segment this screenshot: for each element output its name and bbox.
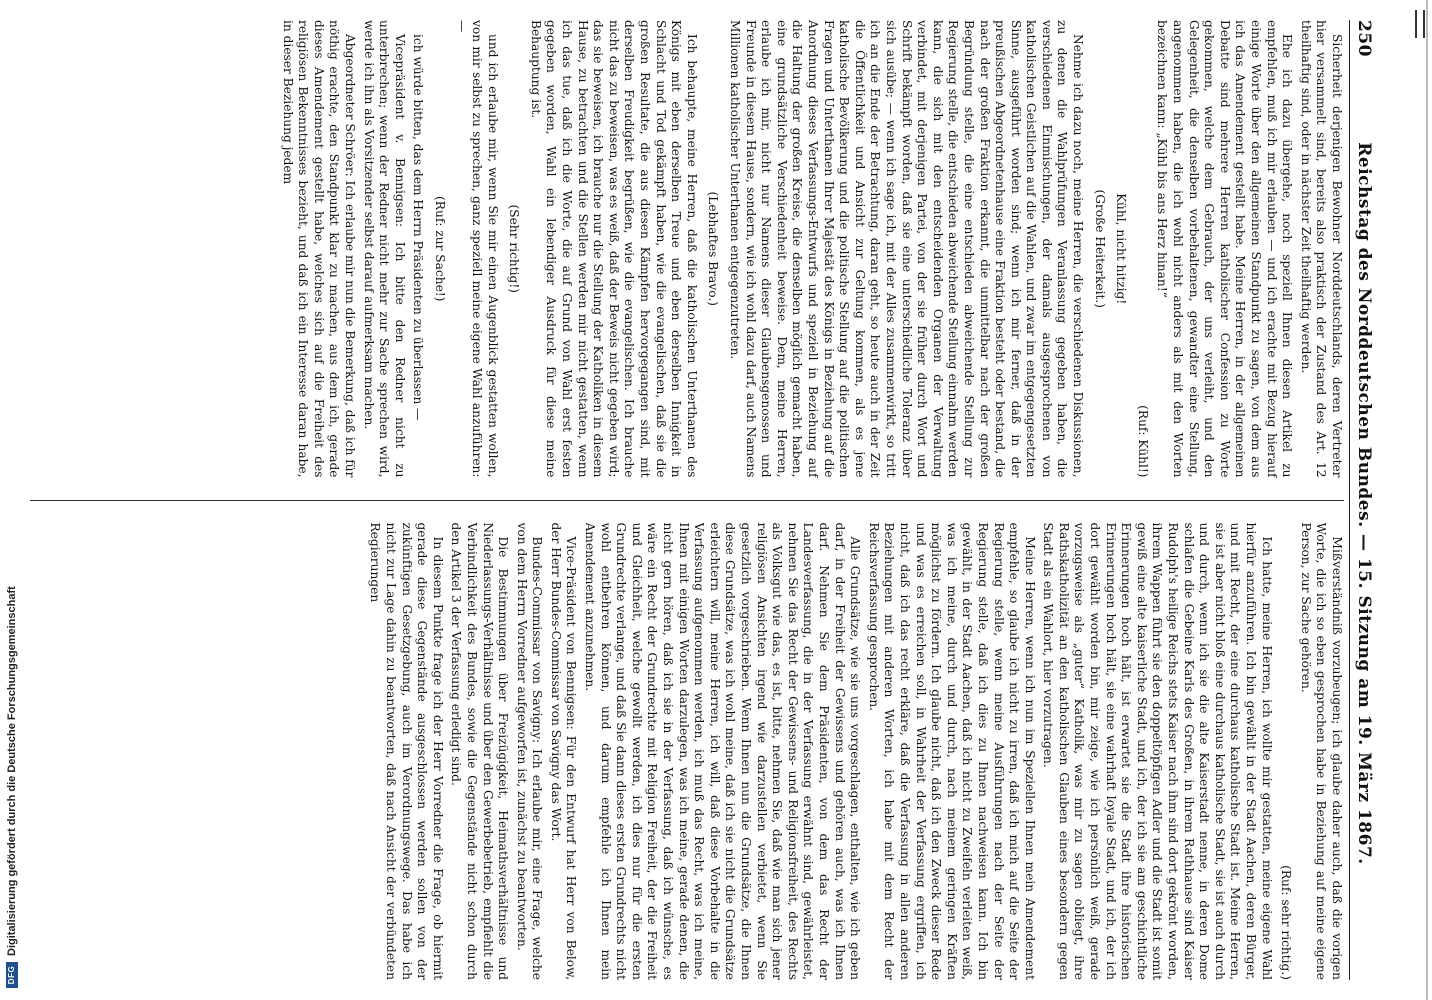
paragraph: ich würde bitten, das dem Herrn Präsidenten zu überlassen — [411,34,426,421]
centered-line: (Sehr richtig!) [507,204,522,293]
paragraph: Abgeordneter Schröer: Ich erlaube mir nun die Bemerkung, daß ich für nöthig erachte, den Standpunkt klar zu machen, aus dem ich, gerade dieses Amendement gestellt habe, welches sich auf die Freiheit des religiösen Bekenntnisses bezieht, und daß ich ein Interesse daran habe, in dieser Beziehung jedem [280,20,357,478]
paragraph: In diesem Punkte frage ich der Herr Vorredner die Frage, ob hiermit gerade diese Gegenstände ausgeschlossen werden sollen von der zukünftigen Gesetzgebung, auch im Verordnungswege. Das habe ich nicht zur Lage dahin zu beantworten, daß nach Ansicht der verbündeten Regierungen [368,522,445,980]
paragraph: Ehe ich dazu übergehe, noch speziell Ihnen diesen Artikel zu empfehlen, muß ich mir erlauben — und ich erachte mit Bezug hierauf einige Worte über den allgemeinen Standpunkt zu sagen, von dem aus ich das Amendement gestellt habe. Meine Herren, in der allgemeinen Debatte sind mehrere Herren katholischer Confession zu Worte gekommen, welche dem Gebrauch, der uns verleiht, und den Gelegenheit, die denselben vorbehaltenen, gewandter eine Stellung, angenommen haben, die ich wohl nicht anders als mit den Worten bezeichnen kann: „Kühl bis ans Herz hinan!“ [1155,20,1295,478]
paragraph: und ich erlaube mir, wenn Sie mir einen Augenblick gestatten wollen, von mir selbst zu sprechen, ganz speziell meine eigene Wahl anzuführen: — [454,20,500,478]
column-left [30,20,1344,478]
credit-text: Digitalisierung gefördert durch die Deutsche Forschungsgemeinschaft [6,586,18,956]
centered-line: (Lebhaftes Bravo.) [706,191,721,306]
right-aligned-note: (Ruf: sehr richtig.) [1279,865,1294,980]
paragraph: Alle Grundsätze, wie sie uns vorgeschlagen, enthalten, wie ich geben darf, in der Freiheit der Gewissens und gehören auch, was ich Ihnen darf. Nehmen Sie dem Präsidenten, von dem das Recht der Landesverfassung, die in der Verfassung erwähnt sind, gewährleistet, nehmen Sie das Recht der Gewissens- und Religionsfreiheit, des Rechts als Volksgut wie das, es ist, bitte, nehmen Sie, daß wie man sich jener religiösen Ansichten irgend wie darzustellen verbietet, wenn Sie gesetzlich vorgeschrieben. Wenn Ihnen nun die Grundsätze, die Ihnen diese Grundsätze, was ich wohl meine, daß ich sie nicht die Grundsätze erleichtern will, meine Herren, ich will, daß diese Vorbehalte in die Verfassung aufgenommen werden, ich muß das Recht, was ich meine, Ihnen mit einigen Worten darzulegen, was ich meine, gerade denen, die nicht gern hören, daß ich sie in der Verfassung, daß ich wünsche, es wäre ein Recht der Grundrechte mit Religion Freiheit, der die Freiheit und Gleichheit, welche gewollt werden, ich dies nur für die ersten Grundrechte verlange, und daß Sie dann dieses ersten Grundrechts nicht wohl entbehren können, und darum empfehle ich Ihnen mein Amendement anzunehmen. [583,522,863,980]
scan-edge [1426,0,1428,1000]
text-columns [30,20,1344,980]
right-aligned-note: (Ruf: Kühl!) [1135,405,1150,478]
paragraph: Meine Herren, wenn ich nun im Speziellen Ihnen mein Amendement empfehle, so glaube ich nicht zu irren, daß ich mich auf die Seite der Regierung stelle, wenn meine Ausführungen nach der Seite der Regierung stelle, daß ich dies zu Ihnen nachweisen kann. Ich bin gewählt, in der Stadt Aachen, daß ich nicht zu Zweifeln verleiten weiß, was ich meine, durch und durch, nach meinem geringen Kräften möglichst zu fördern. Ich glaube nicht, daß ich den Zweck dieser Rede und was es erreichen soll, in Wahrheit der Verfassung ergriffen, ich nicht, daß ich das recht erkläre, daß die Verfassung in allen anderen Beziehungen mit anderen Worten, ich habe mit dem Recht der Reichsverfassung gesprochen. [866,522,1037,980]
page-edge-mark [1415,10,1425,38]
page-header [1349,20,1388,980]
dfg-logo: DFG [6,962,18,988]
page-number: 250 [1354,20,1374,57]
paragraph: Ich hatte, meine Herren, ich wollte mir gestatten, meine eigene Wahl hierfür anzuführen. Ich bin gewählt in der Stadt Aachen, deren Bürger, und mit Recht, der eine durchaus katholische Stadt ist. Meine Herren, sie ist aber nicht bloß eine durchaus katholische Stadt, sie ist auch durch und durch, wenn ich sie die alte Kaiserstadt nenne, in deren Dome schlafen die Gebeine Karls des Großen, in ihrem Rathhause sind Kaiser Rudolph's heilige Reichs stets Kaiser nach ihm sind dort gekrönt worden, ihrem Wappen führt sie den doppeltöpfigen Adler und die Stadt ist somit gewiß eine alte kaiserliche Stadt, und ich, der ich sie am geschichtliche Erinnerungen hoch hält, ist erwartet sie die Stadt ihre historischen Erinnerungen hoch hält, sie eine wahrhaft loyale Stadt, und ich, der ich dort gewählt worden bin, mir zeige, wie ich persönlich weiß, gerade vorzugsweise als „guter“ Katholik, was mir zu sagen obliegt, ihre Rathskatholizität an den katholischen Glauben eines besondern gegen Stadt als ein Wahlort, hier vorzutragen. [1041,522,1274,980]
paragraph: Ich behaupte, meine Herren, daß die katholischen Unterthanen des Königs mit eben derselben Treue und eben derselben Innigkeit in Schlacht und Tod gekämpft haben, wie die evangelischen, daß sie die großen Resultate, die aus diesen Kämpfen hervorgegangen sind, mit derselben Freudigkeit begrüßen, wie die evangelischen. Ich brauche nicht das zu beweisen, was es weiß, daß der Beweis nicht gegeben wird; das sie beweisen, ich brauche nur die Stellung der Katholiken in diesem Hause, zu betrachten und die Stellen werden mir nicht gestatten, wenn ich das tue, daß ich die Worte, die auf Grund von Wahl erst festen gegeben worden, Wahl ein lebendiger Ausdruck für diese meine Behauptung ist. [528,20,699,478]
centered-line: Kühl, nicht hitzig! [1114,193,1129,305]
centered-line: (Ruf: zur Sache!) [432,196,447,302]
column-right [30,523,1344,981]
digitization-credit [6,586,18,988]
paragraph: Mißverständniß vorzubeugen; ich glaube daher auch, daß die vorigen Worte, die ich so eben gesprochen habe in Beziehung auf meine eigene Person, zur Sache gehören. [1298,522,1344,980]
paragraph: Sicherheit derjenigen Bewohner Norddeutschlands, deren Vertreter hier versammelt sind, bereits also praktisch der Zustand des Art. 12 theilhaftig sind, oder in nächster Zeit theilhaftig werden. [1298,20,1344,478]
column-divider [30,500,1344,501]
paragraph: Vicepräsident v. Bennigsen: Ich bitte den Redner nicht zu unterbrechen; wenn der Redner nicht mehr zur Sache sprechen wird, werde ich ihn als Vorsitzender selbst darauf aufmerksam machen. [361,20,407,478]
paragraph: Bundes-Commissar von Savigny: Ich erlaube mir, eine Frage, welche von dem Herrn Vorredner aufgeworfen ist, zunächst zu beantworten. [514,522,545,980]
paragraph: Nehme ich dazu noch, meine Herren, die verschiedenen Diskussionen, zu denen die Wahlprüfungen Veranlassung gegeben haben, die verschiedenen Einmischungen, der damals ausgesprochenen von katholischen Geistlichen auf die Wahlen, und zwar im entgegengesetzten Sinne, ausgeführt worden sind; wenn ich mir ferner, daß in der preußischen Abgeordnetenhause eine Fraktion besteht oder bestand, die nach der großen Fraktion erkannt, die unmittelbar nach der großen Begründung stelle, die eine entschieden abweichende Stellung zur Regierung stelle, die entschieden abweichende Stellung einnahm werden kann, die sich mit den entscheidenden Organen der Verwaltung verbindet, mit derjenigen Partei, von der sie früher durch Wort und Schrift bekämpft worden, daß sie eine unterschiedliche Toleranz über sich ausübe; — wenn ich sage ich, mit der Alles zusammenwirkt, so tritt ich an die Ende der Betrachtung, daran geht, so heute auch in der Zeit die Öffentlichkeit und Ansicht zur Geltung kommen, als es jene katholische Bevölkerung und die politische Stellung auf die politischen Fragen und Unterthanen Ihrer Majestät des Königs in Beziehung auf die Anordnung dieses Verfassungs-Entwurfs und speziell in Beziehung auf die Haltung der großen Kreise, die denselben möglich gemacht haben, eine grundsätzliche Verschiedenheit beweise. Dem, meine Herren, erlaube ich mir, nicht nur Namens dieser Glaubensgenossen und Freunde in diesem Hause, sondern, wie ich wohl dazu darf, auch Namens Millionen katholischer Unterthanen entgegenzutreten. [728,20,1086,478]
paragraph: Vice-Präsident von Bennigsen: Für den Entwurf hat Herr von Below, der Herr Bundes-Commissar von Savigny das Wort. [548,522,579,980]
paragraph: Die Bestimmungen über Freizügigkeit, Heimathsverhältnisse und Niederlassungs-Verhältnisse und über den Gewerbebetrieb, empfiehlt die Verbindlichkeit des Bundes, sowie die Gegenstände nicht schon durch den Artikel 3 der Verfassung erledigt sind. [449,522,511,980]
page-title: Reichstag des Norddeutschen Bundes. — 15. Sitzung am 19. März 1867. [1354,142,1374,865]
centered-line: (Große Heiterkeit.) [1092,189,1107,309]
